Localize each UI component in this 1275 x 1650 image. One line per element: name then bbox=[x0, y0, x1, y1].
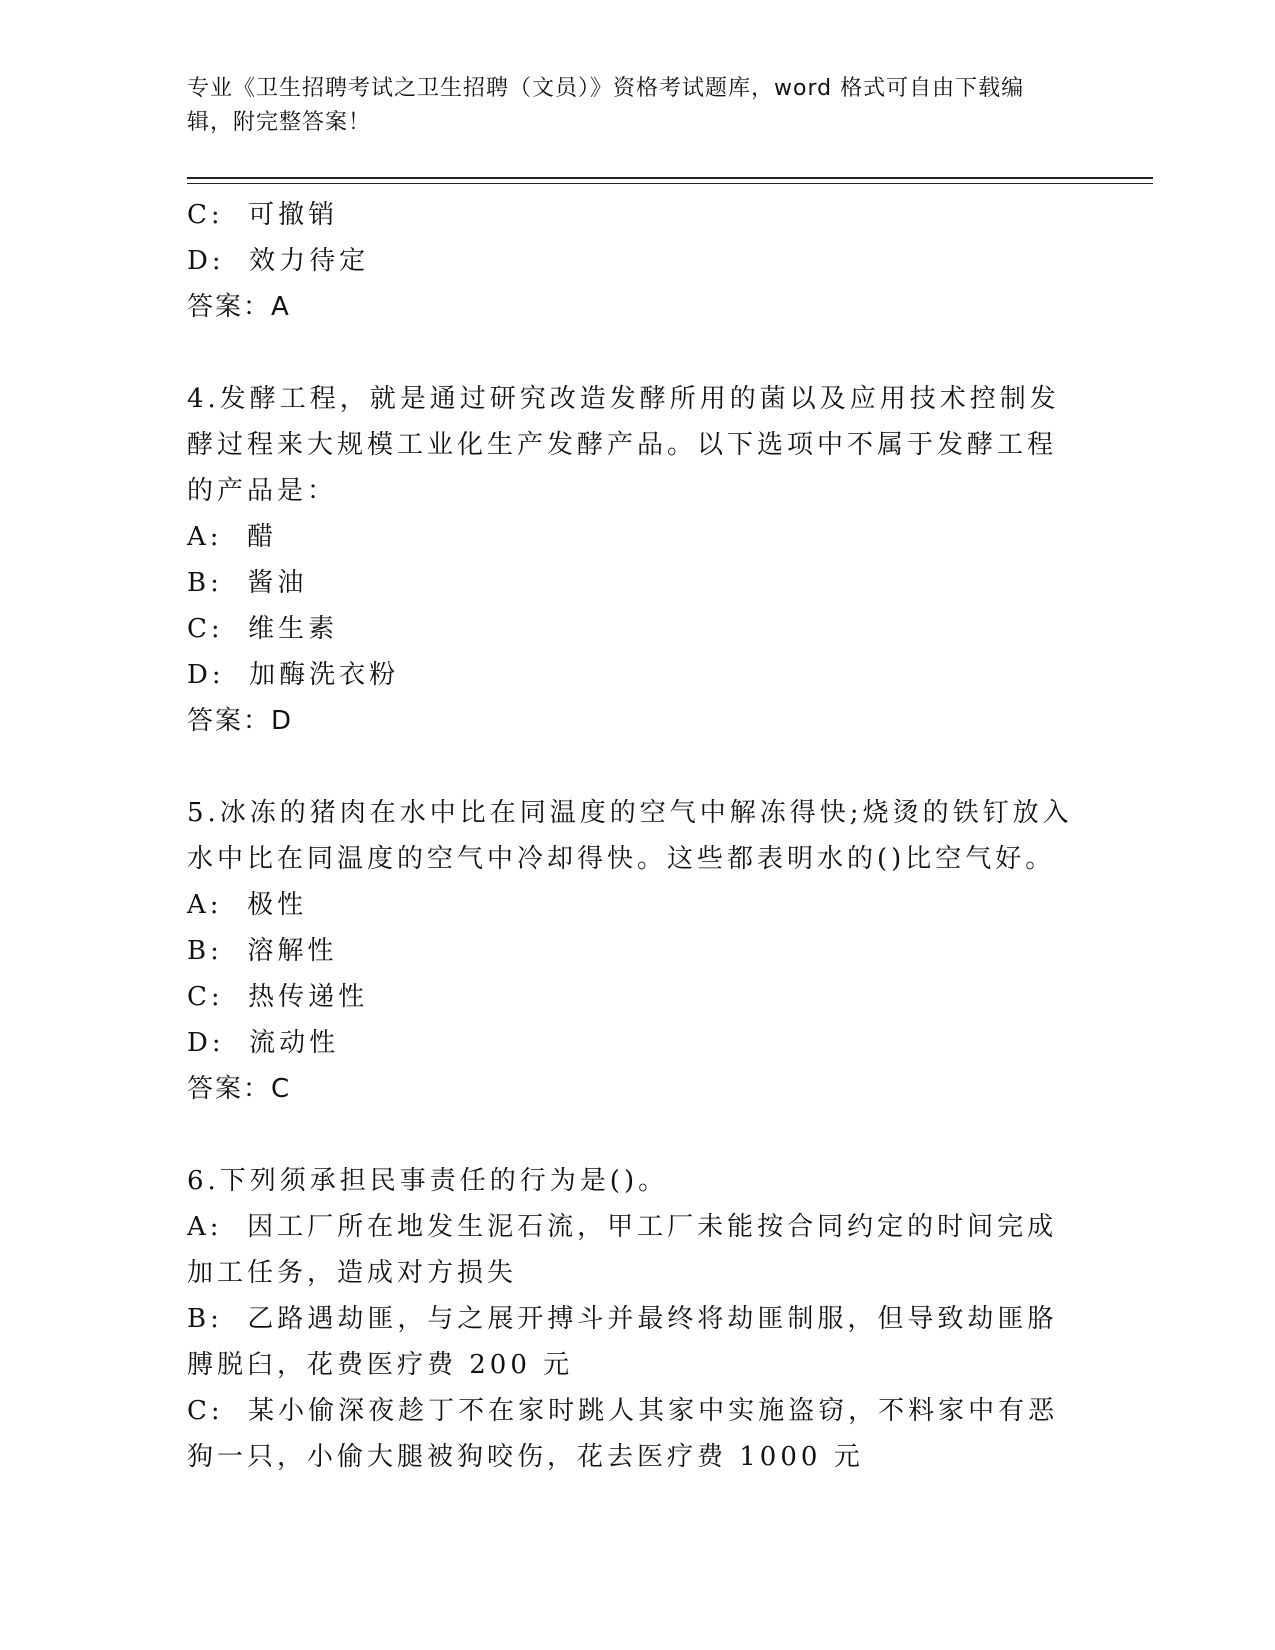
question-continued bbox=[187, 192, 1077, 330]
option-b: B: 溶解性 bbox=[187, 936, 338, 966]
question-4 bbox=[187, 376, 1077, 744]
option-a: A: 因工厂所在地发生泥石流，甲工厂未能按合同约定的时间完成加工任务，造成对方损失 bbox=[187, 1212, 1058, 1288]
option-a: A: 极性 bbox=[187, 890, 308, 920]
option-a: A: 醋 bbox=[187, 522, 278, 552]
answer: 答案：C bbox=[187, 1074, 292, 1104]
question-6 bbox=[187, 1158, 1077, 1480]
question-stem: 6.下列须承担民事责任的行为是()。 bbox=[187, 1166, 669, 1196]
exam-content bbox=[187, 192, 1077, 1480]
header-rule-thick bbox=[187, 177, 1153, 179]
option-c: C: 某小偷深夜趁丁不在家时跳人其家中实施盗窃，不料家中有恶狗一只，小偷大腿被狗咬伤，花去医疗费 1000 元 bbox=[187, 1396, 1059, 1472]
spacer bbox=[187, 1112, 1077, 1158]
spacer bbox=[187, 744, 1077, 790]
option-b: B: 酱油 bbox=[187, 568, 308, 598]
question-5 bbox=[187, 790, 1077, 1112]
option-d: D: 流动性 bbox=[187, 1028, 340, 1058]
spacer bbox=[187, 330, 1077, 376]
option-c: C: 可撤销 bbox=[187, 200, 339, 230]
option-b: B: 乙路遇劫匪，与之展开搏斗并最终将劫匪制服，但导致劫匪胳膊脱臼，花费医疗费 200 元 bbox=[187, 1304, 1058, 1380]
option-d: D: 效力待定 bbox=[187, 246, 370, 276]
question-stem: 5.冰冻的猪肉在水中比在同温度的空气中解冻得快;烧烫的铁钉放入水中比在同温度的空气中冷却得快。这些都表明水的()比空气好。 bbox=[187, 798, 1073, 874]
option-c: C: 热传递性 bbox=[187, 982, 369, 1012]
option-c: C: 维生素 bbox=[187, 614, 339, 644]
document-header: 专业《卫生招聘考试之卫生招聘（文员）》资格考试题库，word 格式可自由下载编辑，附完整答案！ bbox=[187, 76, 1025, 135]
answer: 答案：A bbox=[187, 292, 291, 322]
option-d: D: 加酶洗衣粉 bbox=[187, 660, 400, 690]
question-stem: 4.发酵工程，就是通过研究改造发酵所用的菌以及应用技术控制发酵过程来大规模工业化生产发酵产品。以下选项中不属于发酵工程的产品是： bbox=[187, 384, 1060, 506]
header-rule-thin bbox=[187, 183, 1153, 184]
answer: 答案：D bbox=[187, 706, 294, 736]
